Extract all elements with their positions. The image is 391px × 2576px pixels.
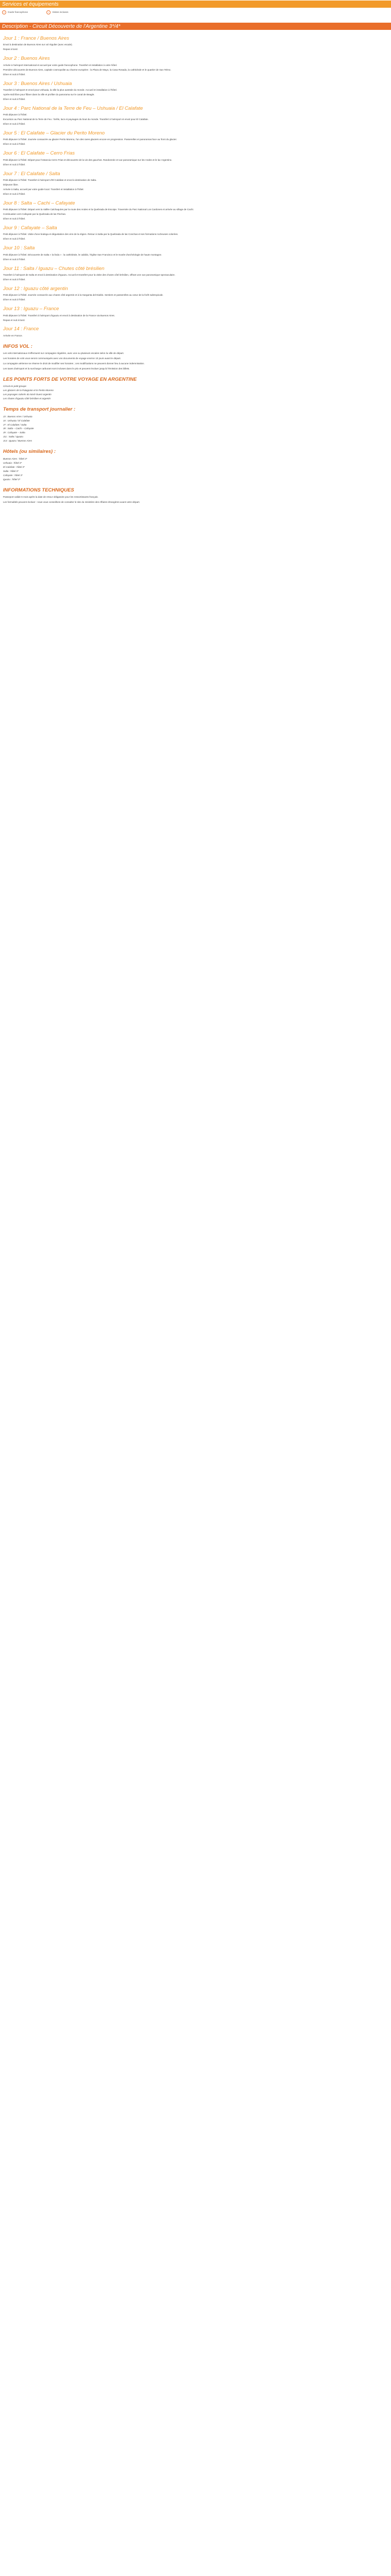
hotel-item: Buenos Aires : hôtel 3* bbox=[3, 457, 27, 460]
practical-paragraph: Les formalités peuvent évoluer : nous vous conseillons de consulter le site du ministère des Affaires étrangères avant votre départ. bbox=[3, 500, 140, 503]
day-paragraph: Petit déjeuner à l'hôtel. Transfert à l'aéroport d'Iguazu et envol à destination de la France via Buenos Aires. bbox=[3, 314, 115, 317]
hotels-heading: Hôtels (ou similaires) : bbox=[3, 449, 56, 455]
day-title: Jour 4 : Parc National de la Terre de Feu – Ushuaia / El Calafate bbox=[3, 105, 143, 111]
day-paragraph: Dîner et nuit à l'hôtel. bbox=[3, 238, 26, 241]
highlights-heading: LES POINTS FORTS DE VOTRE VOYAGE EN ARGENTINE bbox=[3, 377, 137, 382]
route-item: J8 : Salta – Cachi – Cafayate bbox=[3, 427, 34, 430]
practical-heading: INFORMATIONS TECHNIQUES bbox=[3, 487, 74, 493]
day-block bbox=[3, 286, 388, 301]
itinerary bbox=[0, 30, 391, 504]
day-title: Jour 6 : El Calafate – Cerro Frias bbox=[3, 150, 75, 157]
info-paragraph: Les taxes d'aéroport et la surcharge carburant sont incluses dans le prix et peuvent évoluer jusqu'à l'émission des billets. bbox=[3, 367, 130, 370]
route-item: J3 : Buenos Aires / Ushuaia bbox=[3, 415, 32, 418]
day-paragraph: Arrivée à Salta, accueil par votre guide local. Transfert et installation à l'hôtel. bbox=[3, 188, 84, 191]
day-block bbox=[3, 81, 388, 101]
route-item: J11 : Salta / Iguazu bbox=[3, 435, 23, 438]
day-paragraph: Dîner et nuit à l'hôtel. bbox=[3, 97, 26, 100]
day-block bbox=[3, 171, 388, 196]
day-block bbox=[3, 200, 388, 221]
day-paragraph: Petit déjeuner à l'hôtel. Départ pour l'estancia Cerro Frias et découverte de la vie des gauchos. Randonnée et vue panoramique sur les Andes et le lac Argentino. bbox=[3, 158, 172, 161]
day-paragraph: Première découverte de Buenos Aires, capitale cosmopolite au charme européen : la Plaza de Mayo, la Casa Rosada, la cathédrale et le quartier de San Telmo. bbox=[3, 68, 171, 71]
day-paragraph: Déjeuner libre. bbox=[3, 183, 19, 186]
info-block bbox=[3, 352, 388, 370]
highlight-item: Les paysages colorés du Nord-Ouest argentin bbox=[3, 393, 52, 396]
day-block bbox=[3, 225, 388, 241]
highlights-list bbox=[3, 385, 388, 400]
route-item: J13 : Iguazu / Buenos Aires bbox=[3, 439, 32, 443]
highlight-item: Les chutes d'Iguazu côté brésilien et argentin bbox=[3, 397, 51, 400]
day-block bbox=[3, 306, 388, 321]
day-paragraph: Transfert à l'aéroport et envol pour Ushuaia, la ville la plus australe du monde. Accueil et installation à l'hôtel. bbox=[3, 88, 117, 91]
day-paragraph: Petit déjeuner à l'hôtel. Visite d'une bodega et dégustation des vins de la région. Retour à Salta par la Quebrada de las Conchas et ses formations rocheuses colorées. bbox=[3, 233, 178, 236]
day-paragraph: Dîner et nuit à l'hôtel. bbox=[3, 123, 26, 126]
day-paragraph: Dîner et nuit à l'hôtel. bbox=[3, 278, 26, 281]
day-paragraph: Dîner et nuit à l'hôtel. bbox=[3, 217, 26, 221]
day-paragraph: Après-midi libre pour flâner dans la ville et profiter du panorama sur le canal de Beagle. bbox=[3, 93, 95, 96]
day-title: Jour 8 : Salta – Cachi – Cafayate bbox=[3, 200, 75, 206]
service-guide bbox=[2, 10, 28, 14]
day-title: Jour 14 : France bbox=[3, 326, 39, 332]
day-paragraph: Dîner et nuit à l'hôtel. bbox=[3, 163, 26, 166]
day-list bbox=[3, 36, 388, 337]
day-title: Jour 12 : Iguazu côté argentin bbox=[3, 285, 68, 292]
route-item: J4 : Ushuaia / El Calafate bbox=[3, 419, 30, 422]
day-paragraph: Petit déjeuner à l'hôtel. Journée consacrée au glacier Perito Moreno, l'un des rares glaciers encore en progression. Passerelles et panoramas face au front du glacier. bbox=[3, 138, 177, 141]
day-paragraph: Petit déjeuner à l'hôtel. bbox=[3, 113, 27, 116]
day-title: Jour 2 : Buenos Aires bbox=[3, 56, 50, 62]
day-title: Jour 1 : France / Buenos Aires bbox=[3, 36, 69, 41]
guide-icon: ☺ bbox=[3, 11, 6, 14]
day-paragraph: Dîner et nuit à l'hôtel. bbox=[3, 298, 26, 301]
day-title: Jour 3 : Buenos Aires / Ushuaia bbox=[3, 80, 72, 87]
day-title: Jour 11 : Salta / Iguazu – Chutes côté brésilien bbox=[3, 265, 105, 272]
hotel-item: Ushuaia : hôtel 3* bbox=[3, 461, 22, 464]
hotel-list bbox=[3, 457, 388, 481]
route-heading: Temps de transport journalier : bbox=[3, 406, 76, 413]
info-paragraph: La compagnie aérienne se réserve le droit de modifier ses horaires ; ces modifications ne peuvent donner lieu à aucune indemnisation. bbox=[3, 362, 145, 365]
route-item: J9 : Cafayate – Salta bbox=[3, 431, 25, 434]
day-paragraph: Petit déjeuner à l'hôtel. Transfert à l'aéroport d'El Calafate et envol à destination de Salta. bbox=[3, 178, 97, 181]
info-paragraph: Les vols internationaux s'effectuent sur compagnie régulière, avec une ou plusieurs escales selon la ville de départ. bbox=[3, 352, 124, 355]
day-paragraph: Arrivée à l'aéroport international et accueil par votre guide francophone. Transfert et installation à votre hôtel. bbox=[3, 63, 117, 66]
day-block bbox=[3, 266, 388, 281]
info-paragraph: Les horaires de vols vous seront communiqués avec vos documents de voyage environ 10 jours avant le départ. bbox=[3, 357, 121, 360]
day-title: Jour 10 : Salta bbox=[3, 245, 35, 251]
practical-paragraph: Passeport valide 6 mois après la date de retour obligatoire pour les ressortissants français. bbox=[3, 495, 99, 498]
day-block bbox=[3, 56, 388, 76]
hotel-item: El Calafate : hôtel 3* bbox=[3, 465, 25, 468]
description-banner: Description - Circuit Découverte de l'Argentine 3*/4* bbox=[0, 23, 391, 30]
day-paragraph: Petit déjeuner à l'hôtel. Journée consacrée aux chutes côté argentin et à la Garganta del Diablo. Sentiers et passerelles au cœur de la forêt subtropicale. bbox=[3, 294, 164, 297]
day-paragraph: Arrivée en France. bbox=[3, 334, 23, 337]
day-block bbox=[3, 130, 388, 146]
info-heading: INFOS VOL : bbox=[3, 343, 32, 349]
service-label: Visites incluses bbox=[52, 11, 69, 14]
hotel-item: Cafayate : hôtel 3* bbox=[3, 473, 23, 477]
day-paragraph: Petit déjeuner à l'hôtel. Découverte de Salta « la linda » : la cathédrale, le cabildo, l'église San Francisco et le musée d'archéologie de haute montagne. bbox=[3, 253, 162, 256]
day-paragraph: Dîner et nuit à l'hôtel. bbox=[3, 258, 26, 261]
hotel-item: Salta : hôtel 3* bbox=[3, 469, 19, 472]
day-title: Jour 7 : El Calafate / Salta bbox=[3, 171, 60, 177]
day-paragraph: Repas et nuit à bord. bbox=[3, 318, 25, 321]
day-paragraph: Continuation vers Cafayate par la Quebrada de las Flechas. bbox=[3, 213, 67, 216]
day-paragraph: Transfert à l'aéroport de Salta et envol à destination d'Iguazu. Accueil et transfert pour la visite des chutes côté brésilien, offrant une vue panoramique spectaculaire. bbox=[3, 273, 175, 276]
visit-icon: ✓ bbox=[46, 10, 51, 14]
service-label: Guide francophone bbox=[8, 11, 28, 14]
services-row bbox=[0, 8, 391, 18]
service-visits bbox=[46, 10, 68, 14]
day-paragraph: Dîner et nuit à l'hôtel. bbox=[3, 192, 26, 195]
day-paragraph: Excursion au Parc National de la Terre de Feu : forêts, lacs et paysages du bout du monde. Transfert à l'aéroport et envol pour El Calafate. bbox=[3, 118, 149, 121]
day-paragraph: Envol à destination de Buenos Aires sur vol régulier (avec escale). bbox=[3, 43, 73, 46]
day-paragraph: Dîner et nuit à l'hôtel. bbox=[3, 143, 26, 146]
hotel-item: Iguazu : hôtel 3* bbox=[3, 478, 21, 481]
day-paragraph: Petit déjeuner à l'hôtel. Départ vers la Vallée Calchaquíes par la route des Andes et la Quebrada de Escoipe. Traversée du Parc National Los Cardones et arrivée au village de Cachi. bbox=[3, 208, 194, 211]
highlight-item: Circuit en petit groupe bbox=[3, 385, 26, 388]
day-title: Jour 13 : Iguazu – France bbox=[3, 306, 59, 312]
day-title: Jour 9 : Cafayate – Salta bbox=[3, 225, 57, 231]
day-block bbox=[3, 36, 388, 51]
day-block bbox=[3, 106, 388, 126]
services-banner: Services et équipements bbox=[0, 1, 391, 8]
day-block bbox=[3, 245, 388, 261]
highlight-item: Les glaciers de la Patagonie et le Perito Moreno bbox=[3, 389, 54, 392]
day-title: Jour 5 : El Calafate – Glacier du Perito Moreno bbox=[3, 130, 105, 137]
practical-block bbox=[3, 496, 388, 504]
day-block bbox=[3, 150, 388, 166]
route-list bbox=[3, 415, 388, 443]
route-item: J7 : El Calafate / Salta bbox=[3, 423, 27, 426]
day-paragraph: Dîner et nuit à l'hôtel. bbox=[3, 73, 26, 76]
day-paragraph: Repas à bord. bbox=[3, 48, 18, 51]
day-block bbox=[3, 326, 388, 337]
